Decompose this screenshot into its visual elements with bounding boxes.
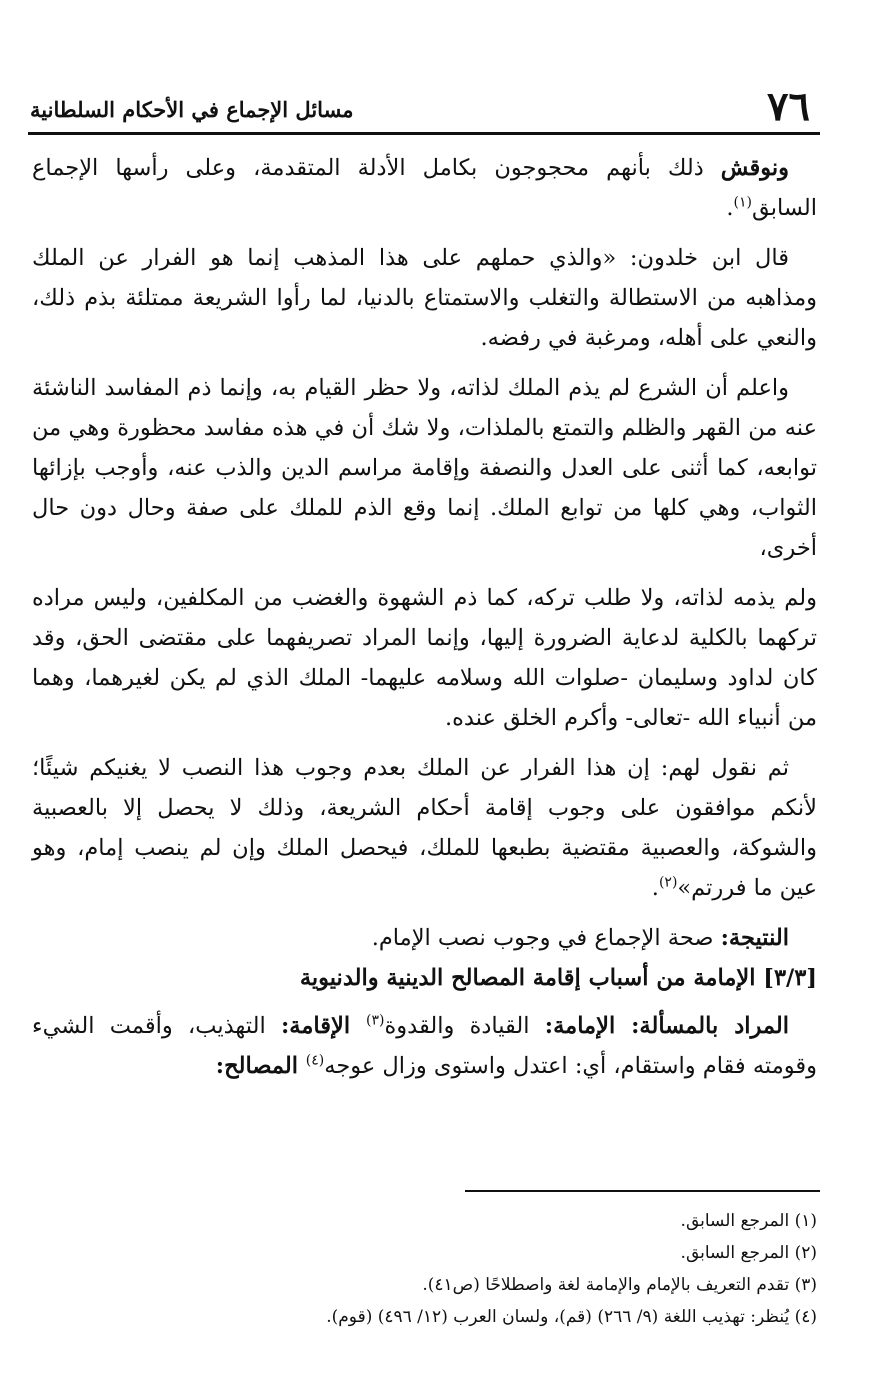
paragraph-text: ثم نقول لهم: إن هذا الفرار عن الملك بعدم وجوب هذا النصب لا يغنيكم شيئًا؛ لأنكم موافقون على وجوب إقامة أحكام الشريعة، وذلك لا يحصل إلا بالعصبية والشوكة، والعصبية مقتضية بطبعها للملك، فيحصل الملك وإن لم ينصب إمام، وهو عين ما فررتم» — [32, 755, 817, 901]
paragraph-3 — [32, 368, 817, 568]
definition-paragraph — [32, 1006, 817, 1086]
definition-text: القيادة والقدوة — [384, 1013, 545, 1039]
footnote-2: (٢) المرجع السابق. — [680, 1243, 817, 1263]
paragraph-tail: . — [651, 875, 659, 901]
paragraph-tail: . — [726, 195, 734, 221]
definition-label: المصالح: — [215, 1053, 306, 1079]
footnote-ref: (٢) — [658, 874, 678, 891]
result-text: صحة الإجماع في وجوب نصب الإمام. — [371, 925, 721, 951]
paragraph-text: قال ابن خلدون: «والذي حملهم على هذا المذهب إنما هو الفرار عن الملك ومذاهبه من الاستطالة والتغلب والاستمتاع بالدنيا، لما رأوا الشريعة ممتلئة بذم ذلك، والنعي على أهله، ومرغبة في رفضه. — [32, 245, 817, 351]
result-line — [32, 918, 817, 958]
definition-label: الإقامة: — [280, 1013, 367, 1039]
paragraph-2 — [32, 238, 817, 358]
footnote-rule — [465, 1190, 820, 1192]
footnote-ref: (١) — [733, 194, 752, 211]
result-label: النتيجة: — [720, 925, 789, 951]
running-title: مسائل الإجماع في الأحكام السلطانية — [30, 97, 354, 122]
main-text — [32, 148, 817, 1096]
section-heading: [٣/٣] الإمامة من أسباب إقامة المصالح الدينية والدنيوية — [299, 965, 817, 991]
footnote-3: (٣) تقدم التعريف بالإمام والإمامة لغة واصطلاحًا (ص٤١). — [422, 1275, 817, 1295]
definition-label: المراد بالمسألة: الإمامة: — [544, 1013, 790, 1039]
footnote-ref: (٤) — [305, 1052, 325, 1069]
paragraph-4 — [32, 578, 817, 738]
footnotes — [32, 1205, 817, 1333]
paragraph-text: واعلم أن الشرع لم يذم الملك لذاته، ولا حظر القيام به، وإنما ذم المفاسد الناشئة عنه من القهر والظلم والتمتع بالملذات، ولا شك أن في هذه مفاسد محظورة وهي من توابعه، كما أثنى على العدل والنصفة وإقامة مراسم الدين والذب عنه، وأوجب بإزائها الثواب، وهي كلها من توابع الملك. إنما وقع الذم للملك على صفة وحال دون حال أخرى، — [32, 375, 817, 561]
page-number: ٧٦ — [767, 83, 810, 130]
paragraph-1 — [32, 148, 817, 228]
definition-text: التهذيب، وأقمت الشيء وقومته فقام واستقام، أي: اعتدل واستوى وزال عوجه — [32, 1013, 817, 1079]
bold-lead: ونوقش — [720, 155, 789, 181]
header-rule — [28, 132, 820, 135]
paragraph-text: ذلك بأنهم محجوجون بكامل الأدلة المتقدمة، وعلى رأسها الإجماع السابق — [32, 155, 817, 221]
paragraph-5 — [32, 748, 817, 908]
footnote-1: (١) المرجع السابق. — [680, 1211, 817, 1231]
paragraph-text: ولم يذمه لذاته، ولا طلب تركه، كما ذم الشهوة والغضب من المكلفين، وليس مراده تركهما بالكلية لدعاية الضرورة إليها، وإنما المراد تصريفهما على مقتضى الحق، وقد كان لداود وسليمان -صلوات الله وسلامه عليهما- الملك الذي لم يكن لغيرهما، وهما من أنبياء الله -تعالى- وأكرم الخلق عنده. — [32, 585, 817, 731]
footnote-ref: (٣) — [366, 1012, 385, 1029]
footnote-4: (٤) يُنظر: تهذيب اللغة (٩/ ٢٦٦) (قم)، ولسان العرب (١٢/ ٤٩٦) (قوم). — [326, 1307, 817, 1327]
